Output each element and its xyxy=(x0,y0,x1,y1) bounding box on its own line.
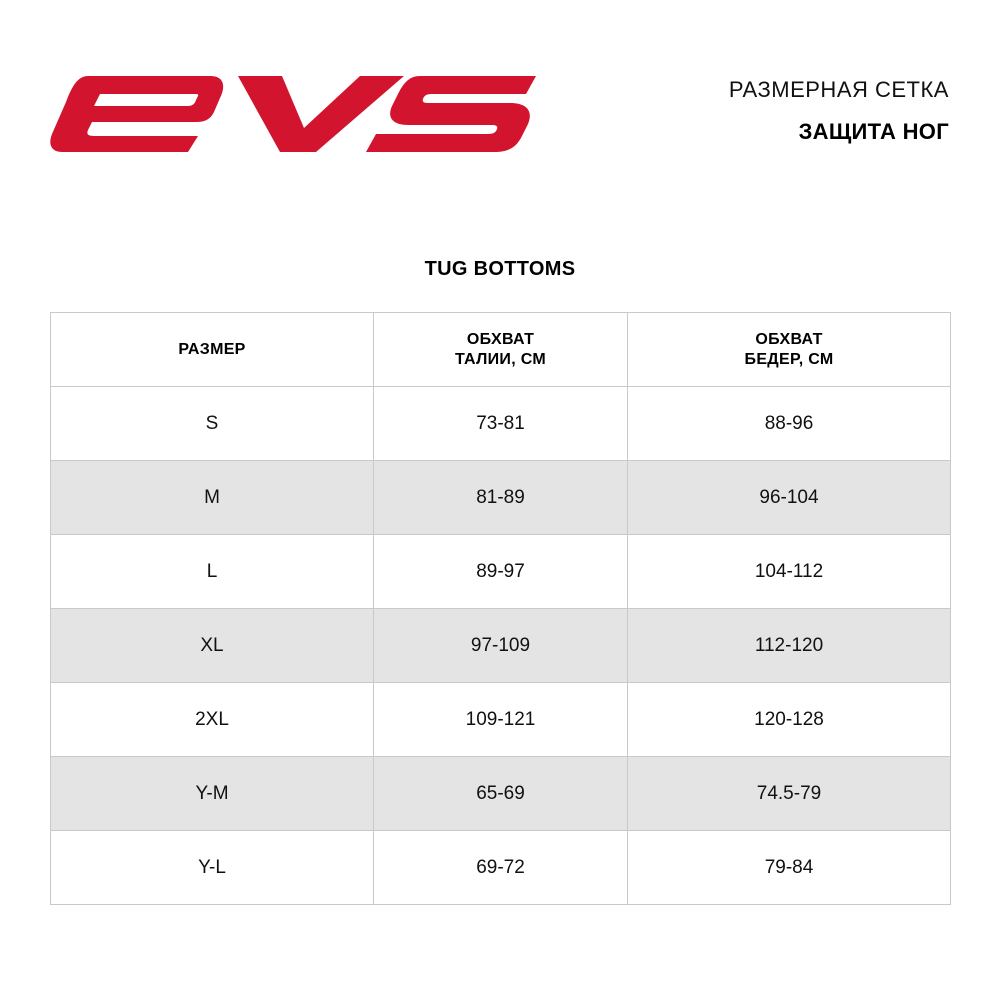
hips-cell: 120-128 xyxy=(628,683,951,757)
table-row xyxy=(51,683,951,757)
header-title: ЗАЩИТА НОГ xyxy=(798,119,949,144)
waist-cell: 65-69 xyxy=(374,757,628,831)
size-cell: Y-M xyxy=(51,757,374,831)
hips-cell: 104-112 xyxy=(628,535,951,609)
size-chart-table xyxy=(50,312,951,905)
size-cell: S xyxy=(51,387,374,461)
waist-cell: 73-81 xyxy=(374,387,628,461)
logo-letter-e xyxy=(50,76,223,152)
header xyxy=(729,76,949,146)
column-header-hips: ОБХВАТ БЕДЕР, СМ xyxy=(628,313,951,387)
size-cell: XL xyxy=(51,609,374,683)
table-row xyxy=(51,757,951,831)
waist-cell: 81-89 xyxy=(374,461,628,535)
table-row xyxy=(51,831,951,905)
hips-cell: 88-96 xyxy=(628,387,951,461)
size-cell: M xyxy=(51,461,374,535)
table-title: TUG BOTTOMS xyxy=(424,258,576,280)
size-cell: L xyxy=(51,535,374,609)
logo-letter-s xyxy=(366,76,536,152)
table-row xyxy=(51,609,951,683)
table-header-row xyxy=(51,313,951,387)
table-row xyxy=(51,387,951,461)
waist-cell: 109-121 xyxy=(374,683,628,757)
header-subtitle: РАЗМЕРНАЯ СЕТКА xyxy=(728,77,949,102)
size-cell: Y-L xyxy=(51,831,374,905)
waist-cell: 69-72 xyxy=(374,831,628,905)
waist-cell: 89-97 xyxy=(374,535,628,609)
hips-cell: 112-120 xyxy=(628,609,951,683)
hips-cell: 74.5-79 xyxy=(628,757,951,831)
hips-cell: 79-84 xyxy=(628,831,951,905)
table-row xyxy=(51,461,951,535)
waist-cell: 97-109 xyxy=(374,609,628,683)
table-row xyxy=(51,535,951,609)
column-header-waist: ОБХВАТ ТАЛИИ, СМ xyxy=(374,313,628,387)
evs-logo-graphic xyxy=(48,72,540,154)
size-cell: 2XL xyxy=(51,683,374,757)
hips-cell: 96-104 xyxy=(628,461,951,535)
evs-logo xyxy=(48,72,540,154)
column-header-size: РАЗМЕР xyxy=(51,313,374,387)
